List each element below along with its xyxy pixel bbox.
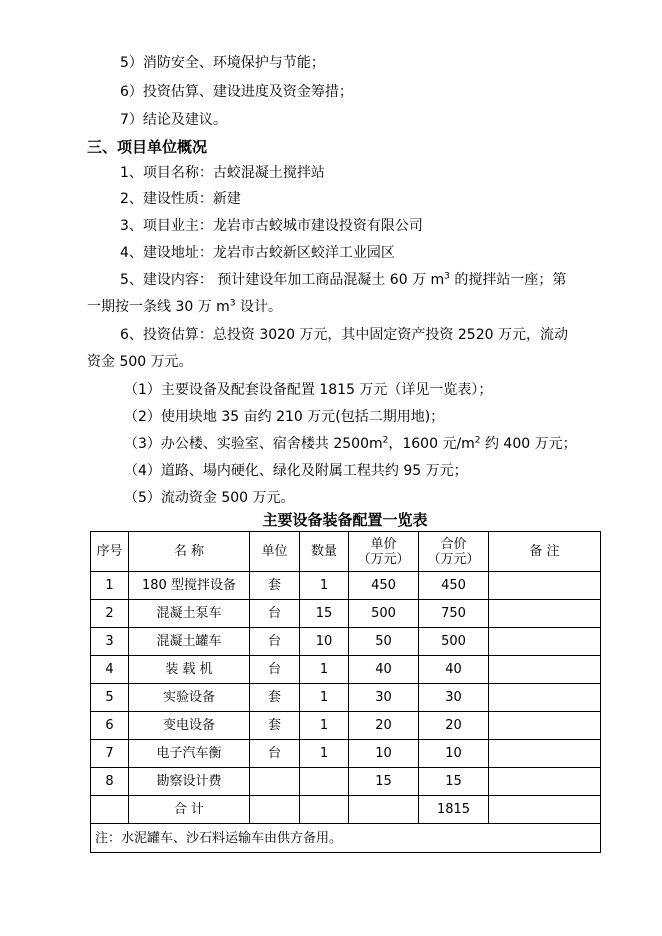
list-item-7: 7）结论及建议。 [120,112,227,128]
overview-item-nature: 2、建设性质：新建 [120,191,241,207]
header-total-line2: （万元） [427,551,480,567]
cell-qty: 1 [300,656,349,684]
overview-item-name: 1、项目名称：古蛟混凝土搅拌站 [120,165,325,181]
sum-label: 合 计 [129,796,250,824]
sum-total: 1815 [419,796,489,824]
cell-total: 750 [419,600,489,628]
cell-name: 装 载 机 [129,656,250,684]
cell-qty [300,768,349,796]
cell-price: 450 [349,572,419,600]
cell-remark [489,768,601,796]
table-row [91,628,601,656]
overview-item-content-cont [87,297,282,317]
table-row [91,712,601,740]
cell-remark [489,628,601,656]
table-row [91,600,601,628]
list-item-6: 6）投资估算、建设进度及资金筹措； [120,84,353,100]
cell-price: 10 [349,740,419,768]
content-text: 设计。 [235,299,282,315]
cell-name: 电子汽车衡 [129,740,250,768]
superscript: 2 [474,435,481,446]
cell-remark [489,712,601,740]
overview-item-content [120,270,566,290]
cell-name: 实验设备 [129,684,250,712]
table-row [91,572,601,600]
overview-item-address: 4、建设地址：龙岩市古蛟新区蛟洋工业园区 [120,245,395,261]
header-name: 名 称 [129,532,250,572]
cell-name: 混凝土泵车 [129,600,250,628]
cell-total: 500 [419,628,489,656]
cell-unit: 套 [250,684,300,712]
table-title: 主要设备装备配置一览表 [262,511,428,529]
cell-remark [489,796,601,824]
cell-no: 2 [91,600,129,628]
table-note: 注：水泥罐车、沙石料运输车由供方备用。 [91,824,601,853]
table-header-row [91,532,601,572]
cell-remark [489,572,601,600]
cell-no: 3 [91,628,129,656]
cell-unit: 套 [250,572,300,600]
cell-name: 混凝土罐车 [129,628,250,656]
header-total [419,532,489,572]
cell-name: 变电设备 [129,712,250,740]
sub-item-5: （5）流动资金 500 万元。 [124,490,295,506]
cell-remark [489,740,601,768]
superscript: 3 [444,271,450,282]
cell-total: 40 [419,656,489,684]
header-remark: 备 注 [489,532,601,572]
cell-no: 1 [91,572,129,600]
content-text: 5、建设内容： 预计建设年加工商品混凝土 60 万 m [120,272,445,288]
cell-unit: 台 [250,740,300,768]
cell-qty: 1 [300,740,349,768]
cell-unit [250,796,300,824]
sub-item-4: （4）道路、場内硬化、绿化及附属工程共约 95 万元； [124,463,468,479]
content-text: 的搅拌站一座；第 [449,272,567,288]
table-row [91,656,601,684]
overview-item-investment-cont: 资金 500 万元。 [87,354,193,370]
cell-price: 15 [349,768,419,796]
cell-qty: 1 [300,572,349,600]
superscript: 2 [382,435,389,446]
cell-unit [250,768,300,796]
table-note-row [91,824,601,853]
superscript: 3 [229,298,236,309]
cell-total: 450 [419,572,489,600]
sub-item-text: （3）办公楼、实验室、宿舍楼共 2500m [124,436,383,452]
cell-qty: 1 [300,712,349,740]
overview-item-owner: 3、项目业主：龙岩市古蛟城市建设投资有限公司 [120,218,423,234]
cell-qty: 10 [300,628,349,656]
cell-no: 7 [91,740,129,768]
cell-total: 10 [419,740,489,768]
sub-item-3 [124,434,577,454]
header-no: 序号 [91,532,129,572]
cell-price: 50 [349,628,419,656]
cell-remark [489,684,601,712]
overview-item-investment: 6、投资估算：总投资 3020 万元，其中固定资产投资 2520 万元，流动 [120,327,568,343]
cell-price: 30 [349,684,419,712]
cell-total: 30 [419,684,489,712]
cell-no: 4 [91,656,129,684]
cell-total: 15 [419,768,489,796]
cell-name: 勘察设计费 [129,768,250,796]
table-row [91,740,601,768]
cell-total: 20 [419,712,489,740]
cell-no: 8 [91,768,129,796]
cell-no: 6 [91,712,129,740]
cell-price: 500 [349,600,419,628]
header-qty: 数量 [300,532,349,572]
sub-item-1: （1）主要设备及配套设备配置 1815 万元（详见一览表）； [124,382,493,398]
cell-price: 20 [349,712,419,740]
cell-name: 180 型搅拌设备 [129,572,250,600]
cell-unit: 台 [250,656,300,684]
header-price-line1: 单价 [370,536,397,552]
cell-qty: 1 [300,684,349,712]
cell-remark [489,600,601,628]
cell-price: 40 [349,656,419,684]
section-heading: 三、项目单位概况 [87,138,208,156]
cell-no: 5 [91,684,129,712]
cell-price [349,796,419,824]
header-unit: 单位 [250,532,300,572]
sub-item-text: 约 400 万元； [480,436,577,452]
sub-item-2: （2）使用块地 35 亩约 210 万元(包括二期用地)； [124,409,445,425]
list-item-5: 5）消防安全、环境保护与节能； [120,55,325,71]
cell-unit: 台 [250,628,300,656]
sub-item-text: ，1600 元/m [388,436,475,452]
cell-remark [489,656,601,684]
header-price [349,532,419,572]
equipment-table [90,531,601,853]
content-text: 一期按一条线 30 万 m [87,299,230,315]
cell-unit: 套 [250,712,300,740]
header-total-line1: 合价 [440,536,467,552]
cell-qty [300,796,349,824]
cell-unit: 台 [250,600,300,628]
table-sum-row [91,796,601,824]
cell-qty: 15 [300,600,349,628]
table-row [91,684,601,712]
header-price-line2: （万元） [357,551,410,567]
cell-no [91,796,129,824]
table-row [91,768,601,796]
